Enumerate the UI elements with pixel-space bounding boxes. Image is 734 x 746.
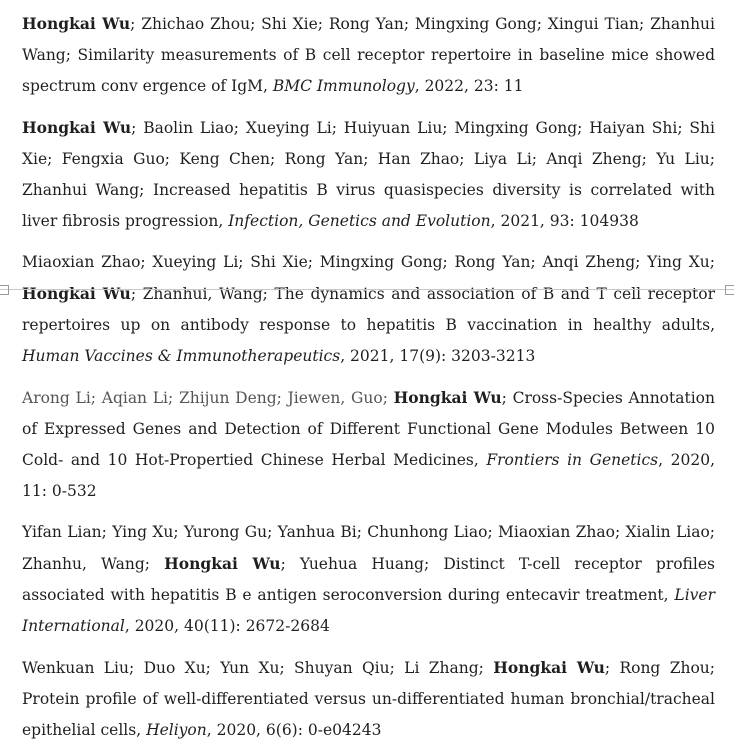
- reference-authors-before: Arong Li; Aqian Li; Zhijun Deng; Jiewen, Guo;: [22, 389, 394, 407]
- journal-name: Human Vaccines & Immunotherapeutics: [22, 347, 341, 365]
- reference-entry: [22, 247, 715, 372]
- journal-name: Heliyon: [146, 721, 207, 739]
- highlighted-author: Hongkai Wu: [22, 284, 131, 303]
- reference-authors-before: Miaoxian Zhao; Xueying Li; Shi Xie; Mingxing Gong; Rong Yan; Anqi Zheng; Ying Xu;: [22, 253, 715, 271]
- journal-name: BMC Immunology: [272, 77, 415, 95]
- reference-entry: [22, 652, 715, 746]
- reference-authors-before: Wenkuan Liu; Duo Xu; Yun Xu; Shuyan Qiu; Li Zhang;: [22, 659, 494, 677]
- reference-citation: , 2022, 23: 11: [414, 77, 524, 95]
- highlighted-author: Hongkai Wu: [493, 658, 605, 677]
- reference-entry: [22, 517, 715, 642]
- reference-body: ; Baolin Liao; Xueying Li; Huiyuan Liu; Mingxing Gong; Haiyan Shi; Shi Xie; Fengxia Guo; Keng Chen; Rong Yan; Han Zhao; Liya Li; Anqi Zheng; Yu Liu; Zhanhui Wang; Increased hepatitis B virus quasispecies diversity is correlated with liver fibrosis progression,: [22, 119, 715, 230]
- reference-authors-before: Yifan Lian; Ying Xu; Yurong Gu; Yanhua Bi; Chunhong Liao; Miaoxian Zhao; Xialin Liao; Zhanhu, Wang;: [22, 523, 715, 573]
- reference-body: ; Zhichao Zhou; Shi Xie; Rong Yan; Mingxing Gong; Xingui Tian; Zhanhui Wang; Similarity measurements of B cell receptor repertoire in baseline mice showed spectrum conv ergence of IgM,: [22, 15, 715, 95]
- reference-citation: , 2020, 40(11): 2672-2684: [124, 617, 330, 635]
- document-page: [22, 8, 715, 746]
- page-break-line: [0, 289, 734, 290]
- reference-citation: , 2020, 11: 0-532: [22, 451, 715, 500]
- reference-entry: [22, 382, 715, 507]
- page-break-marker-left: [0, 285, 9, 295]
- reference-entry: [22, 112, 715, 237]
- reference-citation: , 2021, 93: 104938: [490, 212, 639, 230]
- reference-body: ; Cross-Species Annotation of Expressed Genes and Detection of Different Functional Gene Modules Between 10 Cold- and 10 Hot-Propertied Chinese Herbal Medicines,: [22, 389, 715, 469]
- highlighted-author: Hongkai Wu: [22, 118, 132, 137]
- reference-citation: , 2020, 6(6): 0-e04243: [206, 721, 382, 739]
- highlighted-author: Hongkai Wu: [22, 14, 131, 33]
- journal-name: Infection, Genetics and Evolution: [228, 212, 491, 230]
- reference-citation: , 2021, 17(9): 3203-3213: [340, 347, 536, 365]
- reference-entry: [22, 8, 715, 102]
- highlighted-author: Hongkai Wu: [393, 388, 502, 407]
- page-break-marker-right: [725, 285, 734, 295]
- journal-name: Frontiers in Genetics: [486, 451, 659, 469]
- reference-body: ; Yuehua Huang; Distinct T-cell receptor profiles associated with hepatitis B e antigen seroconversion during entecavir treatment,: [22, 555, 715, 604]
- highlighted-author: Hongkai Wu: [164, 554, 281, 573]
- reference-body: ; Zhanhui, Wang; The dynamics and association of B and T cell receptor repertoires up on antibody response to hepatitis B vaccination in healthy adults,: [22, 285, 715, 334]
- journal-name: Liver International: [22, 586, 715, 635]
- reference-body: ; Rong Zhou; Protein profile of well-differentiated versus un-differentiated human bronchial/tracheal epithelial cells,: [22, 659, 715, 739]
